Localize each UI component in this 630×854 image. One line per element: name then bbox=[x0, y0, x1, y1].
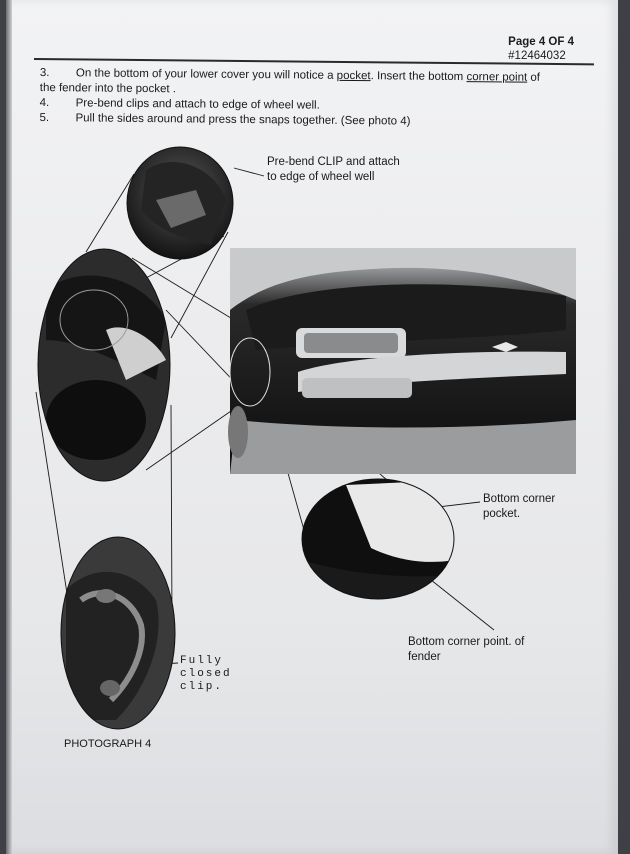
step-text: Pull the sides around and press the snaps together. (See photo 4) bbox=[75, 112, 411, 128]
step-number: 3. bbox=[39, 66, 50, 80]
step-text: On the bottom of your lower cover you will notice a pocket. Insert the bottom corner point of bbox=[75, 67, 541, 84]
step-3-continuation: the fender into the pocket . bbox=[39, 81, 177, 96]
pocket-inset-photo bbox=[302, 479, 454, 599]
photograph-caption: PHOTOGRAPH 4 bbox=[64, 738, 152, 750]
step-number: 4. bbox=[39, 96, 50, 110]
closed-clip-callout: Fully closed clip. bbox=[180, 655, 232, 693]
page-number: Page 4 OF 4 bbox=[508, 36, 574, 48]
document-number: #12464032 bbox=[508, 50, 566, 62]
step-number: 5. bbox=[39, 111, 50, 125]
fender-callout: Bottom corner point. of fender bbox=[408, 636, 525, 663]
closed-clip-inset-photo bbox=[61, 537, 175, 729]
truck-photo bbox=[228, 248, 576, 474]
step-text: Pre-bend clips and attach to edge of wheel well. bbox=[75, 97, 320, 112]
pocket-callout: Bottom corner pocket. bbox=[483, 493, 556, 520]
photograph-figure bbox=[6, 0, 618, 854]
document-page bbox=[6, 0, 618, 854]
clip-callout: Pre-bend CLIP and attach to edge of wheel well bbox=[267, 156, 400, 183]
